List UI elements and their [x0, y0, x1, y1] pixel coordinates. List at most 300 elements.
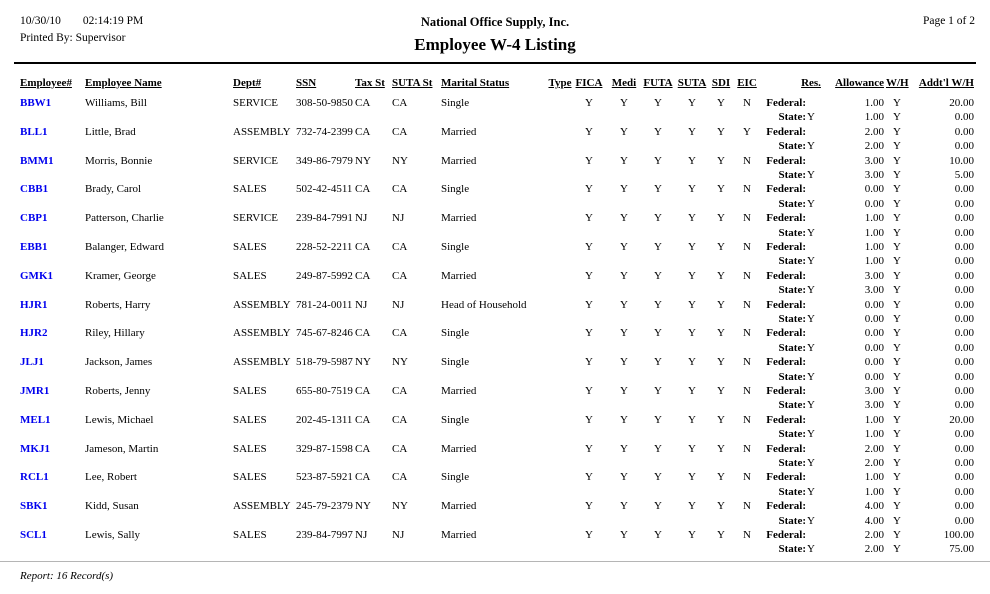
federal-wh-flag: Y — [893, 241, 901, 253]
dept-cell: SERVICE — [233, 97, 278, 109]
state-line — [0, 284, 990, 298]
state-label: State: — [778, 456, 806, 469]
state-label: State: — [778, 341, 806, 354]
dept-cell: SERVICE — [233, 154, 278, 167]
state-addtl-wh: 0.00 — [954, 456, 974, 469]
column-header-eic: EIC — [737, 77, 757, 89]
federal-label: Federal: — [766, 356, 806, 369]
state-addtl-wh: 0.00 — [954, 370, 974, 383]
employee-name-cell: Balanger, Edward — [85, 241, 164, 253]
report-time: 02:14:19 PM — [82, 15, 144, 27]
fica-flag: Y — [585, 241, 593, 253]
sdi-flag: Y — [717, 97, 725, 109]
futa-flag: Y — [654, 97, 662, 109]
fica-flag: Y — [585, 183, 593, 196]
federal-wh-flag: Y — [893, 327, 901, 340]
ssn-cell: 523-87-5921 — [296, 471, 353, 484]
column-header-medi: Medi — [611, 77, 637, 89]
employee-id-link[interactable]: SBK1 — [20, 500, 48, 513]
state-wh-flag: Y — [893, 140, 901, 153]
sdi-flag: Y — [717, 125, 725, 138]
record-count: Report: 16 Record(s) — [20, 570, 114, 582]
dept-cell: SALES — [233, 385, 267, 397]
state-line — [0, 169, 990, 183]
footer-rule — [0, 561, 990, 562]
state-line — [0, 486, 990, 500]
employee-id-link[interactable]: BBW1 — [20, 97, 52, 109]
suta-st-cell: CA — [392, 97, 408, 109]
column-header-wh: W/H — [886, 77, 909, 89]
ssn-cell: 781-24-0011 — [296, 298, 353, 311]
tax-st-cell: CA — [355, 413, 371, 426]
employee-record — [0, 356, 990, 385]
marital-status-cell: Single — [441, 183, 470, 196]
medi-flag: Y — [620, 183, 628, 196]
sdi-flag: Y — [717, 471, 725, 484]
sdi-flag: Y — [717, 154, 725, 167]
suta-flag: Y — [688, 269, 696, 282]
dept-cell: ASSEMBLY — [233, 356, 291, 369]
federal-line — [0, 270, 990, 284]
federal-line — [0, 212, 990, 226]
federal-allowance: 3.00 — [864, 269, 884, 282]
employee-record — [0, 270, 990, 299]
federal-addtl-wh: 10.00 — [949, 154, 974, 167]
employee-name-cell: Lee, Robert — [85, 471, 137, 484]
federal-addtl-wh: 20.00 — [949, 97, 974, 109]
fica-flag: Y — [585, 385, 593, 397]
state-addtl-wh: 0.00 — [954, 341, 974, 354]
state-line — [0, 457, 990, 471]
marital-status-cell: Married — [441, 385, 477, 397]
state-wh-flag: Y — [893, 284, 901, 297]
suta-st-cell: CA — [392, 327, 408, 340]
tax-st-cell: CA — [355, 97, 371, 109]
column-header-employee-name: Employee Name — [85, 77, 162, 89]
medi-flag: Y — [620, 442, 628, 455]
printed-by-value: Supervisor — [75, 32, 126, 44]
report-date: 10/30/10 — [20, 15, 61, 27]
employee-id-link[interactable]: HJR1 — [20, 298, 48, 311]
employee-record — [0, 299, 990, 328]
futa-flag: Y — [654, 356, 662, 369]
column-header-employee-id: Employee# — [20, 77, 72, 89]
state-label: State: — [778, 312, 806, 325]
ssn-cell: 732-74-2399 — [296, 125, 353, 138]
eic-flag: N — [743, 385, 751, 397]
state-label: State: — [778, 168, 806, 181]
federal-addtl-wh: 0.00 — [954, 269, 974, 282]
employee-record — [0, 385, 990, 414]
fica-flag: Y — [585, 298, 593, 311]
tax-st-cell: NY — [355, 154, 371, 167]
employee-record — [0, 500, 990, 529]
column-header-addtl-wh: Addt'l W/H — [918, 77, 974, 89]
eic-flag: N — [743, 356, 751, 369]
dept-cell: SALES — [233, 183, 267, 196]
employee-record — [0, 327, 990, 356]
federal-label: Federal: — [766, 471, 806, 484]
eic-flag: N — [743, 327, 751, 340]
sdi-flag: Y — [717, 413, 725, 426]
federal-wh-flag: Y — [893, 125, 901, 138]
suta-st-cell: NY — [392, 154, 408, 167]
employee-record — [0, 241, 990, 270]
eic-flag: N — [743, 269, 751, 282]
marital-status-cell: Married — [441, 212, 477, 225]
state-allowance: 4.00 — [864, 514, 884, 527]
employee-name-cell: Roberts, Harry — [85, 298, 151, 311]
fica-flag: Y — [585, 413, 593, 426]
state-label: State: — [778, 428, 806, 441]
employee-id-link[interactable]: HJR2 — [20, 327, 48, 340]
federal-line — [0, 414, 990, 428]
suta-flag: Y — [688, 298, 696, 311]
column-header-type: Type — [548, 77, 572, 89]
federal-addtl-wh: 0.00 — [954, 125, 974, 138]
tax-st-cell: CA — [355, 385, 371, 397]
suta-flag: Y — [688, 413, 696, 426]
fica-flag: Y — [585, 327, 593, 340]
state-line — [0, 313, 990, 327]
state-line — [0, 342, 990, 356]
suta-flag: Y — [688, 327, 696, 340]
state-res-flag: Y — [807, 312, 815, 325]
federal-addtl-wh: 0.00 — [954, 298, 974, 311]
column-header-suta: SUTA — [677, 77, 707, 89]
dept-cell: SALES — [233, 442, 267, 455]
eic-flag: N — [743, 413, 751, 426]
state-allowance: 0.00 — [864, 312, 884, 325]
state-wh-flag: Y — [893, 370, 901, 383]
column-header-row — [0, 77, 990, 91]
suta-flag: Y — [688, 471, 696, 484]
state-line — [0, 255, 990, 269]
employee-name-cell: Roberts, Jenny — [85, 385, 151, 397]
ssn-cell: 745-67-8246 — [296, 327, 353, 340]
federal-label: Federal: — [766, 125, 806, 138]
federal-allowance: 1.00 — [864, 413, 884, 426]
state-allowance: 1.00 — [864, 111, 884, 124]
state-wh-flag: Y — [893, 255, 901, 268]
state-allowance: 3.00 — [864, 168, 884, 181]
state-res-flag: Y — [807, 140, 815, 153]
federal-line — [0, 529, 990, 543]
employee-name-cell: Kidd, Susan — [85, 500, 139, 513]
state-line — [0, 543, 990, 557]
state-wh-flag: Y — [893, 168, 901, 181]
suta-st-cell: CA — [392, 413, 408, 426]
state-label: State: — [778, 485, 806, 498]
marital-status-cell: Married — [441, 125, 477, 138]
dept-cell: ASSEMBLY — [233, 125, 291, 138]
medi-flag: Y — [620, 356, 628, 369]
marital-status-cell: Married — [441, 442, 477, 455]
federal-allowance: 2.00 — [864, 529, 884, 541]
state-label: State: — [778, 370, 806, 383]
state-res-flag: Y — [807, 197, 815, 210]
employee-name-cell: Riley, Hillary — [85, 327, 145, 340]
state-addtl-wh: 5.00 — [954, 168, 974, 181]
employee-id-link[interactable]: RCL1 — [20, 471, 49, 484]
state-addtl-wh: 0.00 — [954, 312, 974, 325]
ssn-cell: 228-52-2211 — [296, 241, 353, 253]
employee-record — [0, 126, 990, 155]
column-header-suta-st: SUTA St — [392, 77, 433, 89]
employee-record — [0, 212, 990, 241]
marital-status-cell: Single — [441, 327, 470, 340]
futa-flag: Y — [654, 241, 662, 253]
column-header-ssn: SSN — [296, 77, 317, 89]
employee-record — [0, 155, 990, 184]
state-line — [0, 111, 990, 125]
column-header-futa: FUTA — [643, 77, 673, 89]
suta-flag: Y — [688, 241, 696, 253]
state-res-flag: Y — [807, 255, 815, 268]
federal-allowance: 3.00 — [864, 385, 884, 397]
state-line — [0, 198, 990, 212]
state-allowance: 1.00 — [864, 255, 884, 268]
federal-label: Federal: — [766, 529, 806, 541]
state-allowance: 0.00 — [864, 197, 884, 210]
suta-flag: Y — [688, 385, 696, 397]
suta-st-cell: NY — [392, 356, 408, 369]
medi-flag: Y — [620, 327, 628, 340]
medi-flag: Y — [620, 212, 628, 225]
employee-id-link[interactable]: CBP1 — [20, 212, 48, 225]
state-wh-flag: Y — [893, 485, 901, 498]
column-header-dept: Dept# — [233, 77, 262, 89]
eic-flag: N — [743, 298, 751, 311]
federal-wh-flag: Y — [893, 269, 901, 282]
state-wh-flag: Y — [893, 428, 901, 441]
medi-flag: Y — [620, 97, 628, 109]
dept-cell: SERVICE — [233, 212, 278, 225]
tax-st-cell: NJ — [355, 529, 368, 541]
state-wh-flag: Y — [893, 514, 901, 527]
state-wh-flag: Y — [893, 456, 901, 469]
state-allowance: 1.00 — [864, 226, 884, 239]
federal-wh-flag: Y — [893, 385, 901, 397]
state-line — [0, 399, 990, 413]
suta-st-cell: CA — [392, 269, 408, 282]
futa-flag: Y — [654, 385, 662, 397]
state-res-flag: Y — [807, 226, 815, 239]
sdi-flag: Y — [717, 356, 725, 369]
employee-record — [0, 471, 990, 500]
employee-record — [0, 414, 990, 443]
suta-flag: Y — [688, 154, 696, 167]
state-addtl-wh: 0.00 — [954, 428, 974, 441]
medi-flag: Y — [620, 500, 628, 513]
employee-record — [0, 443, 990, 472]
state-allowance: 0.00 — [864, 370, 884, 383]
employee-name-cell: Jameson, Martin — [85, 442, 159, 455]
fica-flag: Y — [585, 154, 593, 167]
state-label: State: — [778, 284, 806, 297]
fica-flag: Y — [585, 500, 593, 513]
federal-wh-flag: Y — [893, 413, 901, 426]
state-label: State: — [778, 255, 806, 268]
state-wh-flag: Y — [893, 197, 901, 210]
state-res-flag: Y — [807, 284, 815, 297]
state-label: State: — [778, 111, 806, 124]
federal-line — [0, 97, 990, 111]
state-addtl-wh: 0.00 — [954, 485, 974, 498]
state-addtl-wh: 75.00 — [949, 543, 974, 556]
employee-record — [0, 529, 990, 558]
employee-name-cell: Lewis, Michael — [85, 413, 154, 426]
eic-flag: N — [743, 212, 751, 225]
fica-flag: Y — [585, 125, 593, 138]
suta-flag: Y — [688, 97, 696, 109]
fica-flag: Y — [585, 212, 593, 225]
employee-name-cell: Williams, Bill — [85, 97, 147, 109]
federal-line — [0, 443, 990, 457]
ssn-cell: 308-50-9850 — [296, 97, 353, 109]
medi-flag: Y — [620, 298, 628, 311]
marital-status-cell: Single — [441, 471, 470, 484]
state-res-flag: Y — [807, 543, 815, 556]
federal-wh-flag: Y — [893, 529, 901, 541]
medi-flag: Y — [620, 413, 628, 426]
tax-st-cell: CA — [355, 183, 371, 196]
fica-flag: Y — [585, 471, 593, 484]
fica-flag: Y — [585, 356, 593, 369]
ssn-cell: 239-84-7991 — [296, 212, 353, 225]
employee-id-link[interactable]: MKJ1 — [20, 442, 50, 455]
employee-id-link[interactable]: BLL1 — [20, 125, 48, 138]
marital-status-cell: Single — [441, 413, 470, 426]
federal-wh-flag: Y — [893, 471, 901, 484]
federal-label: Federal: — [766, 500, 806, 513]
employee-name-cell: Morris, Bonnie — [85, 154, 153, 167]
state-wh-flag: Y — [893, 543, 901, 556]
tax-st-cell: CA — [355, 471, 371, 484]
state-label: State: — [778, 514, 806, 527]
state-label: State: — [778, 399, 806, 412]
employee-id-link[interactable]: BMM1 — [20, 154, 54, 167]
ssn-cell: 239-84-7997 — [296, 529, 353, 541]
employee-id-link[interactable]: MEL1 — [20, 413, 51, 426]
employee-id-link[interactable]: EBB1 — [20, 241, 48, 253]
federal-label: Federal: — [766, 385, 806, 397]
federal-addtl-wh: 20.00 — [949, 413, 974, 426]
dept-cell: ASSEMBLY — [233, 500, 291, 513]
suta-flag: Y — [688, 442, 696, 455]
state-wh-flag: Y — [893, 226, 901, 239]
federal-allowance: 1.00 — [864, 241, 884, 253]
marital-status-cell: Married — [441, 154, 477, 167]
state-allowance: 3.00 — [864, 399, 884, 412]
employee-name-cell: Little, Brad — [85, 125, 136, 138]
sdi-flag: Y — [717, 298, 725, 311]
suta-st-cell: CA — [392, 471, 408, 484]
employee-id-link[interactable]: SCL1 — [20, 529, 47, 541]
state-label: State: — [778, 140, 806, 153]
sdi-flag: Y — [717, 385, 725, 397]
federal-wh-flag: Y — [893, 212, 901, 225]
eic-flag: N — [743, 500, 751, 513]
fica-flag: Y — [585, 442, 593, 455]
ssn-cell: 349-86-7979 — [296, 154, 353, 167]
tax-st-cell: CA — [355, 241, 371, 253]
federal-line — [0, 241, 990, 255]
futa-flag: Y — [654, 471, 662, 484]
employee-record — [0, 183, 990, 212]
federal-addtl-wh: 0.00 — [954, 241, 974, 253]
federal-addtl-wh: 0.00 — [954, 471, 974, 484]
employee-id-link[interactable]: JMR1 — [20, 385, 50, 397]
federal-line — [0, 471, 990, 485]
federal-allowance: 3.00 — [864, 154, 884, 167]
federal-label: Federal: — [766, 212, 806, 225]
federal-wh-flag: Y — [893, 500, 901, 513]
state-res-flag: Y — [807, 341, 815, 354]
state-allowance: 2.00 — [864, 456, 884, 469]
dept-cell: SALES — [233, 413, 267, 426]
employee-id-link[interactable]: JLJ1 — [20, 356, 44, 369]
medi-flag: Y — [620, 471, 628, 484]
employee-id-link[interactable]: CBB1 — [20, 183, 49, 196]
futa-flag: Y — [654, 298, 662, 311]
state-res-flag: Y — [807, 485, 815, 498]
federal-label: Federal: — [766, 413, 806, 426]
state-res-flag: Y — [807, 111, 815, 124]
state-allowance: 1.00 — [864, 485, 884, 498]
suta-st-cell: CA — [392, 241, 408, 253]
federal-allowance: 0.00 — [864, 356, 884, 369]
employee-name-cell: Patterson, Charlie — [85, 212, 164, 225]
column-header-tax-st: Tax St — [355, 77, 385, 89]
sdi-flag: Y — [717, 183, 725, 196]
federal-label: Federal: — [766, 298, 806, 311]
dept-cell: SALES — [233, 471, 267, 484]
federal-allowance: 1.00 — [864, 97, 884, 109]
federal-allowance: 1.00 — [864, 212, 884, 225]
eic-flag: N — [743, 471, 751, 484]
federal-wh-flag: Y — [893, 356, 901, 369]
state-res-flag: Y — [807, 370, 815, 383]
fica-flag: Y — [585, 269, 593, 282]
tax-st-cell: CA — [355, 125, 371, 138]
futa-flag: Y — [654, 212, 662, 225]
suta-flag: Y — [688, 212, 696, 225]
eic-flag: N — [743, 529, 751, 541]
dept-cell: ASSEMBLY — [233, 298, 291, 311]
federal-line — [0, 385, 990, 399]
medi-flag: Y — [620, 269, 628, 282]
state-addtl-wh: 0.00 — [954, 399, 974, 412]
sdi-flag: Y — [717, 500, 725, 513]
futa-flag: Y — [654, 413, 662, 426]
company-name: National Office Supply, Inc. — [420, 15, 570, 29]
federal-allowance: 2.00 — [864, 442, 884, 455]
medi-flag: Y — [620, 154, 628, 167]
dept-cell: SALES — [233, 241, 267, 253]
ssn-cell: 202-45-1311 — [296, 413, 353, 426]
state-res-flag: Y — [807, 456, 815, 469]
eic-flag: N — [743, 154, 751, 167]
sdi-flag: Y — [717, 442, 725, 455]
federal-line — [0, 299, 990, 313]
employee-name-cell: Lewis, Sally — [85, 529, 140, 541]
printed-by-label: Printed By: — [20, 32, 73, 44]
tax-st-cell: NY — [355, 356, 371, 369]
state-addtl-wh: 0.00 — [954, 140, 974, 153]
federal-label: Federal: — [766, 97, 806, 109]
employee-id-link[interactable]: GMK1 — [20, 269, 53, 282]
